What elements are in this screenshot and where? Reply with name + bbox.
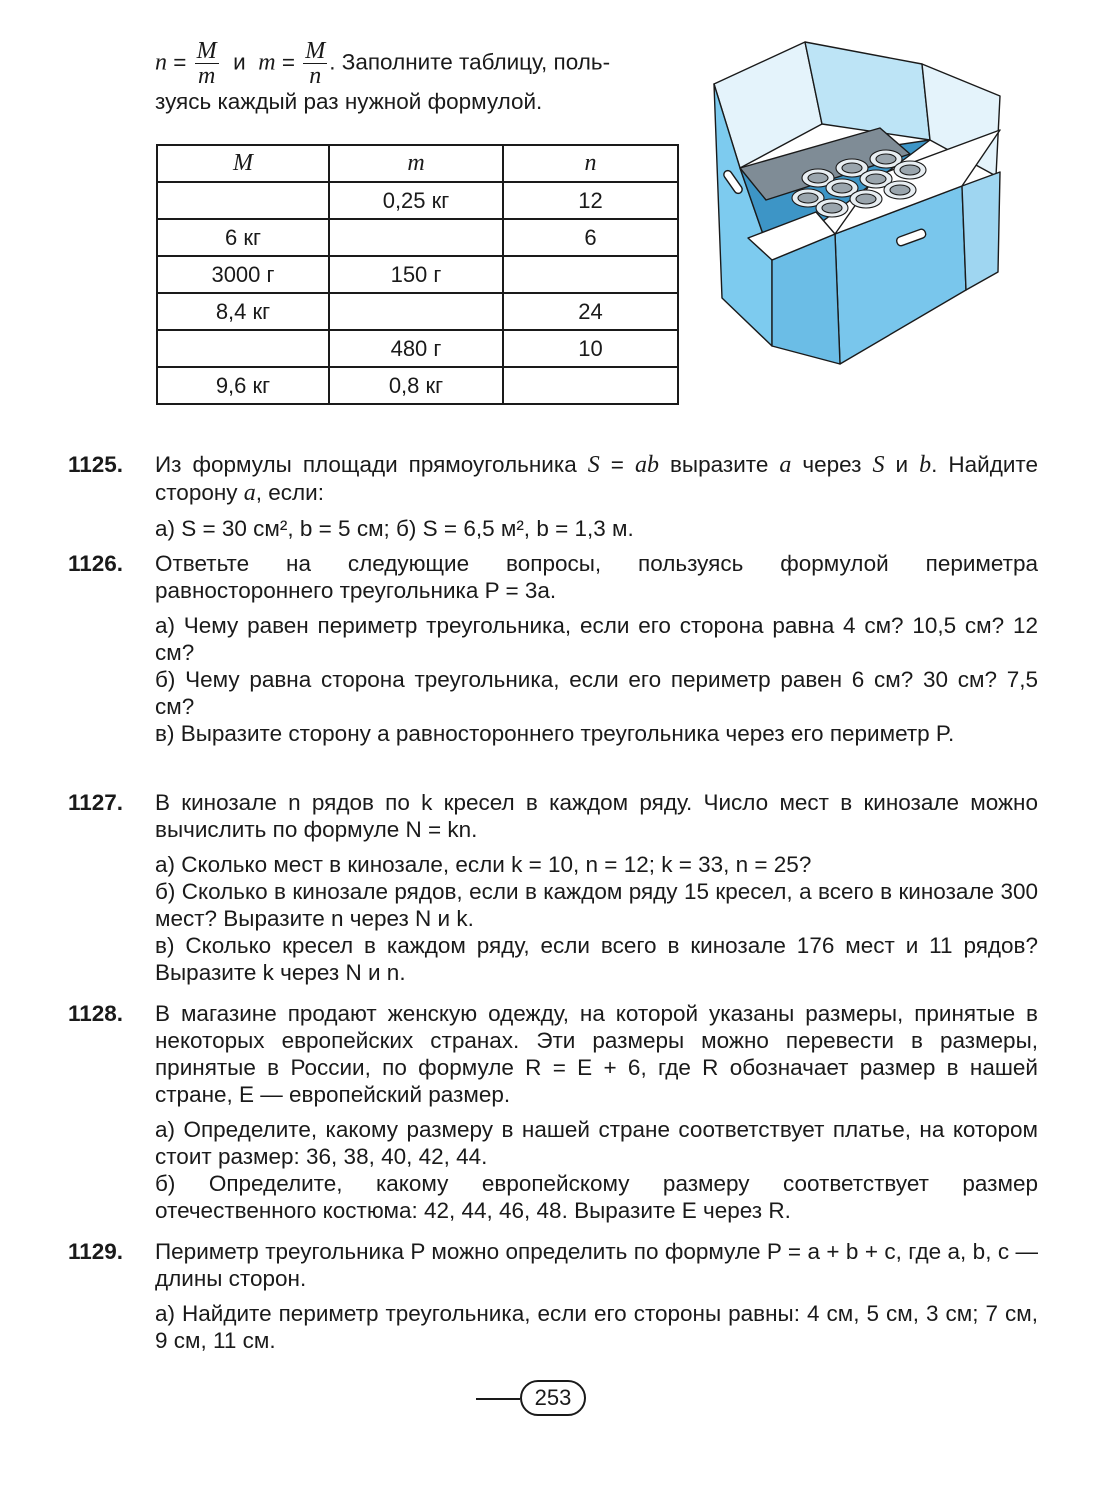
subtask-a: а) Чему равен периметр треугольника, если его сторона равна 4 см? 10,5 см? 12 см?: [155, 613, 1038, 665]
table-cell: 0,8 кг: [329, 367, 503, 404]
page-number-rule: [476, 1398, 520, 1400]
fraction-M-over-m: $\frac{M}{m}$: [196, 37, 217, 89]
problem-1125: [68, 451, 1038, 542]
subtask-a: а) S = 30 см², b = 5 см; б) S = 6,5 м², b = 1,3 м.: [155, 516, 634, 541]
problem-1126: [68, 550, 1038, 747]
formula-m-lhs: m: [258, 48, 276, 75]
table-cell: 24: [503, 293, 678, 330]
table-cell: [157, 330, 329, 367]
table-cell: 9,6 кг: [157, 367, 329, 404]
subtask-b: б) Определите, какому европейскому размеру соответствует размер отечественного костюма: 42, 44, 46, 48. Выразите E через R.: [155, 1171, 1038, 1223]
problem-1128: [68, 1000, 1038, 1224]
table-row: [157, 367, 678, 404]
subtask-c: в) Сколько кресел в каждом ряду, если всего в кинозале 176 мест и 11 рядов? Выразите k через N и n.: [155, 933, 1038, 985]
table-cell: 6: [503, 219, 678, 256]
problem-statement: Ответьте на следующие вопросы, пользуясь формулой периметра равностороннего треугольника P = 3a.: [155, 551, 1038, 603]
subtask-a: а) Определите, какому размеру в нашей стране соответствует платье, на котором стоит размер: 36, 38, 40, 42, 44.: [155, 1117, 1038, 1169]
table-cell: 150 г: [329, 256, 503, 293]
header-n: n: [503, 145, 678, 182]
fraction-M-over-n: $\frac{M}{n}$: [305, 37, 326, 89]
page-number: [476, 1380, 586, 1416]
problem-1127: [68, 789, 1038, 986]
mass-table: [156, 144, 679, 405]
subtask-a: а) Найдите периметр треугольника, если его стороны равны: 4 см, 5 см, 3 см; 7 см, 9 см, 11 см.: [155, 1301, 1038, 1353]
table-cell: [503, 256, 678, 293]
problem-statement: Из формулы площади прямоугольника S = ab выразите a через S и b. Найдите сторону a, если:: [155, 452, 1038, 506]
formula-n-lhs: n: [155, 48, 167, 75]
problem-statement: В кинозале n рядов по k кресел в каждом ряду. Число мест в кинозале можно вычислить по формуле N = kn.: [155, 790, 1038, 842]
subtask-a: а) Сколько мест в кинозале, если k = 10, n = 12; k = 33, n = 25?: [155, 852, 812, 877]
table-row: [157, 293, 678, 330]
box-with-cans-illustration: [700, 28, 1040, 368]
header-M: M: [157, 145, 329, 182]
intro-text: n = $\frac{M}{m}$ и m = $\frac{M}{n}$ . Заполните таблицу, поль- зуясь каждый раз нужной формулой.: [155, 34, 685, 115]
table-cell: [329, 293, 503, 330]
problem-statement: В магазине продают женскую одежду, на которой указаны размеры, принятые в некоторых европейских странах. Эти размеры можно перевести в размеры, принятые в России, по формуле R = E + 6, где R обозначает размер в нашей стране, E — европейский размер.: [155, 1001, 1038, 1107]
table-cell: 6 кг: [157, 219, 329, 256]
table-cell: 3000 г: [157, 256, 329, 293]
table-cell: 0,25 кг: [329, 182, 503, 219]
table-row: [157, 330, 678, 367]
table-cell: [329, 219, 503, 256]
problem-statement: Периметр треугольника P можно определить по формуле P = a + b + c, где a, b, c — длины сторон.: [155, 1239, 1038, 1291]
header-m: m: [329, 145, 503, 182]
problem-number: 1125.: [68, 452, 124, 477]
table-row: [157, 182, 678, 219]
table-cell: 480 г: [329, 330, 503, 367]
table-row: [157, 219, 678, 256]
subtask-b: б) Сколько в кинозале рядов, если в каждом ряду 15 кресел, а всего в кинозале 300 мест? Выразите n через N и k.: [155, 879, 1038, 931]
table-row: [157, 256, 678, 293]
intro-line-2: зуясь каждый раз нужной формулой.: [155, 89, 543, 114]
table-header-row: [157, 145, 678, 182]
problem-1129: [68, 1238, 1038, 1354]
intro-line-1: . Заполните таблицу, поль-: [329, 48, 611, 74]
problem-number: 1129.: [68, 1239, 124, 1264]
problem-number: 1127.: [68, 790, 124, 815]
page-number-label: 253: [520, 1380, 586, 1416]
subtask-c: в) Выразите сторону a равностороннего треугольника через его периметр P.: [155, 721, 955, 746]
conjunction: и: [233, 48, 246, 74]
table-cell: 12: [503, 182, 678, 219]
table-cell: 10: [503, 330, 678, 367]
table-cell: 8,4 кг: [157, 293, 329, 330]
subtask-b: б) Чему равна сторона треугольника, если его периметр равен 6 см? 30 см? 7,5 см?: [155, 667, 1038, 719]
problem-number: 1128.: [68, 1001, 124, 1026]
table-cell: [503, 367, 678, 404]
table-cell: [157, 182, 329, 219]
problem-number: 1126.: [68, 551, 124, 576]
